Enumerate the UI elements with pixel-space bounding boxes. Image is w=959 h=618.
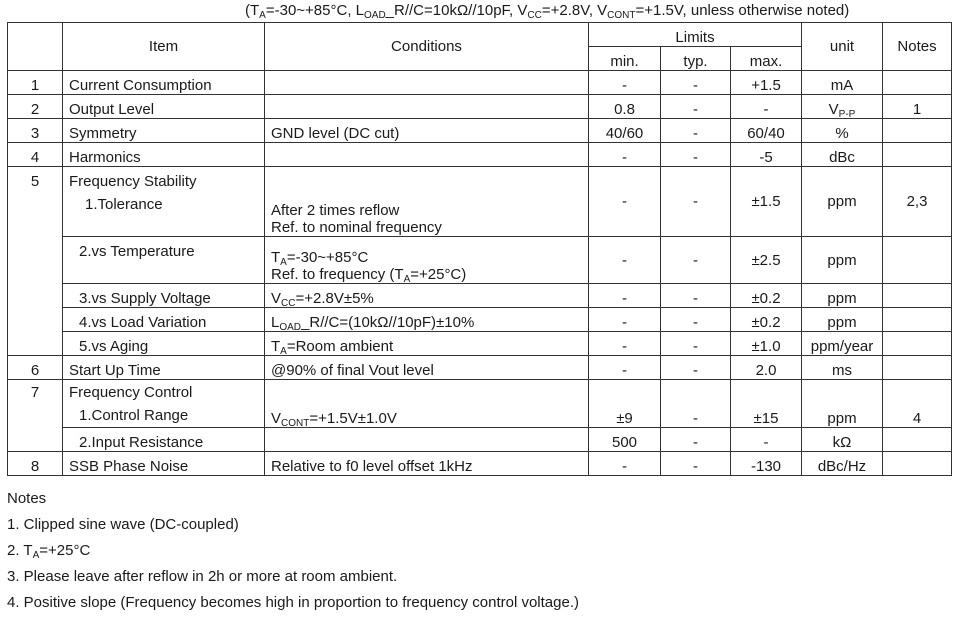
typ-cell: - [661, 95, 731, 119]
item-cell: Symmetry [63, 119, 265, 143]
unit-cell: ppm [802, 237, 883, 284]
condition-cell: $T_A=Room$ ambient [265, 332, 589, 356]
header-typ: typ. [661, 47, 731, 71]
condition-cell: $V_{CC}=+2.8V\pm 5\%$ [265, 284, 589, 308]
max-cell: - [731, 95, 802, 119]
table-row [8, 380, 952, 428]
unit-cell: kΩ [802, 428, 883, 452]
table-row [8, 452, 952, 476]
note-cell [883, 332, 952, 356]
min-cell: - [589, 167, 661, 237]
row-number: 7 [8, 380, 63, 452]
header-limits: Limits [589, 23, 802, 47]
spec-table [7, 22, 952, 476]
unit-cell: ms [802, 356, 883, 380]
typ-cell: - [661, 119, 731, 143]
typ-cell: - [661, 380, 731, 428]
test-conditions: ($T_A=-30\sim+85^\circ C$, $L_{OAD}\_R//C=10k\Omega//10pF$, $V_{CC}=+2.8V$, $V_{CONT}=+1.5V$, unless otherwise noted) [245, 2, 850, 21]
table-row [8, 308, 952, 332]
max-cell: +1.5 [731, 71, 802, 95]
min-cell: ±9 [589, 380, 661, 428]
item-cell: Current Consumption [63, 71, 265, 95]
note-cell: 1 [883, 95, 952, 119]
row-number: 2 [8, 95, 63, 119]
table-row [8, 356, 952, 380]
typ-cell: - [661, 143, 731, 167]
group-title: Frequency Stability [69, 173, 197, 190]
sub-item-label: 2.Input Resistance [63, 428, 265, 452]
typ-cell: - [661, 356, 731, 380]
header-item: Item [63, 23, 265, 71]
condition-line: Ref. to frequency $(T_A=+25^\circ C)$ [271, 266, 467, 284]
typ-cell: - [661, 71, 731, 95]
unit-cell: % [802, 119, 883, 143]
condition-line: Ref. to nominal frequency [271, 219, 442, 236]
notes-title: Notes [7, 490, 47, 507]
note-cell [883, 237, 952, 284]
condition-cell: $L_{OAD}\_R//C=(10k\Omega//10pF)\pm 10\%$ [265, 308, 589, 332]
header-min: min. [589, 47, 661, 71]
unit-cell: ppm [802, 284, 883, 308]
table-row [8, 95, 952, 119]
note-4: 4. Positive slope (Frequency becomes high in proportion to frequency control voltage.) [7, 594, 579, 611]
min-cell: - [589, 143, 661, 167]
condition-cell [265, 428, 589, 452]
condition-cell [265, 95, 589, 119]
header-notes: Notes [883, 23, 952, 71]
typ-cell: - [661, 237, 731, 284]
row-number: 6 [8, 356, 63, 380]
condition-line: $T_A=-30\sim+85^\circ C$ [271, 249, 369, 268]
min-cell: - [589, 284, 661, 308]
note-2: 2. $T_A=+25^\circ C$ [7, 542, 91, 561]
note-cell [883, 356, 952, 380]
sub-item-label: 1.Tolerance [85, 196, 163, 213]
max-cell: 60/40 [731, 119, 802, 143]
unit-cell: ppm [802, 167, 883, 237]
item-cell [63, 167, 265, 237]
condition-line: After 2 times reflow [271, 202, 400, 219]
note-cell: 2,3 [883, 167, 952, 237]
min-cell: 0.8 [589, 95, 661, 119]
sub-item-label: 2.vs Temperature [63, 237, 265, 284]
unit-cell: ppm [802, 380, 883, 428]
unit-cell: dBc [802, 143, 883, 167]
note-cell: 4 [883, 380, 952, 428]
typ-cell: - [661, 428, 731, 452]
note-cell [883, 428, 952, 452]
max-cell: ±1.0 [731, 332, 802, 356]
max-cell: ±1.5 [731, 167, 802, 237]
row-number: 3 [8, 119, 63, 143]
condition-cell [265, 167, 589, 237]
header-unit: unit [802, 23, 883, 71]
note-3: 3. Please leave after reflow in 2h or more at room ambient. [7, 568, 398, 585]
condition-cell [265, 237, 589, 284]
min-cell: - [589, 452, 661, 476]
sub-item-label: 4.vs Load Variation [63, 308, 265, 332]
row-number: 8 [8, 452, 63, 476]
max-cell: 2.0 [731, 356, 802, 380]
unit-cell: $V_{P-P}$ [802, 95, 883, 119]
table-row [8, 119, 952, 143]
sub-item-label: 5.vs Aging [63, 332, 265, 356]
item-cell: SSB Phase Noise [63, 452, 265, 476]
note-cell [883, 284, 952, 308]
min-cell: - [589, 356, 661, 380]
min-cell: - [589, 71, 661, 95]
table-row [8, 428, 952, 452]
max-cell: -130 [731, 452, 802, 476]
min-cell: - [589, 237, 661, 284]
min-cell: - [589, 308, 661, 332]
table-row [8, 332, 952, 356]
sub-item-label: 3.vs Supply Voltage [63, 284, 265, 308]
group-title: Frequency Control [69, 384, 193, 401]
unit-cell: ppm [802, 308, 883, 332]
table-row [8, 71, 952, 95]
max-cell: ±0.2 [731, 308, 802, 332]
condition-cell: @90% of final Vout level [265, 356, 589, 380]
unit-cell: ppm/year [802, 332, 883, 356]
typ-cell: - [661, 332, 731, 356]
header-max: max. [731, 47, 802, 71]
max-cell: ±2.5 [731, 237, 802, 284]
table-row [8, 237, 952, 284]
note-cell [883, 452, 952, 476]
note-cell [883, 143, 952, 167]
max-cell: ±15 [731, 380, 802, 428]
table-row [8, 167, 952, 237]
max-cell: - [731, 428, 802, 452]
row-number: 5 [8, 167, 63, 356]
item-cell: Start Up Time [63, 356, 265, 380]
condition-cell [265, 71, 589, 95]
typ-cell: - [661, 284, 731, 308]
condition-cell: Relative to f0 level offset 1kHz [265, 452, 589, 476]
note-cell [883, 308, 952, 332]
max-cell: ±0.2 [731, 284, 802, 308]
sub-item-label: 1.Control Range [79, 407, 189, 424]
max-cell: -5 [731, 143, 802, 167]
unit-cell: mA [802, 71, 883, 95]
condition-cell [265, 143, 589, 167]
typ-cell: - [661, 167, 731, 237]
header-no [8, 23, 63, 71]
typ-cell: - [661, 308, 731, 332]
typ-cell: - [661, 452, 731, 476]
condition-cell: GND level (DC cut) [265, 119, 589, 143]
min-cell: 40/60 [589, 119, 661, 143]
min-cell: - [589, 332, 661, 356]
row-number: 4 [8, 143, 63, 167]
item-cell: Harmonics [63, 143, 265, 167]
row-number: 1 [8, 71, 63, 95]
unit-cell: dBc/Hz [802, 452, 883, 476]
header-conditions: Conditions [265, 23, 589, 71]
table-row [8, 284, 952, 308]
condition-cell: $V_{CONT}=+1.5V\pm 1.0V$ [265, 380, 589, 428]
note-1: 1. Clipped sine wave (DC-coupled) [7, 516, 239, 533]
min-cell: 500 [589, 428, 661, 452]
item-cell [63, 380, 265, 428]
notes-section [7, 486, 579, 616]
item-cell: Output Level [63, 95, 265, 119]
note-cell [883, 119, 952, 143]
note-cell [883, 71, 952, 95]
table-row [8, 143, 952, 167]
